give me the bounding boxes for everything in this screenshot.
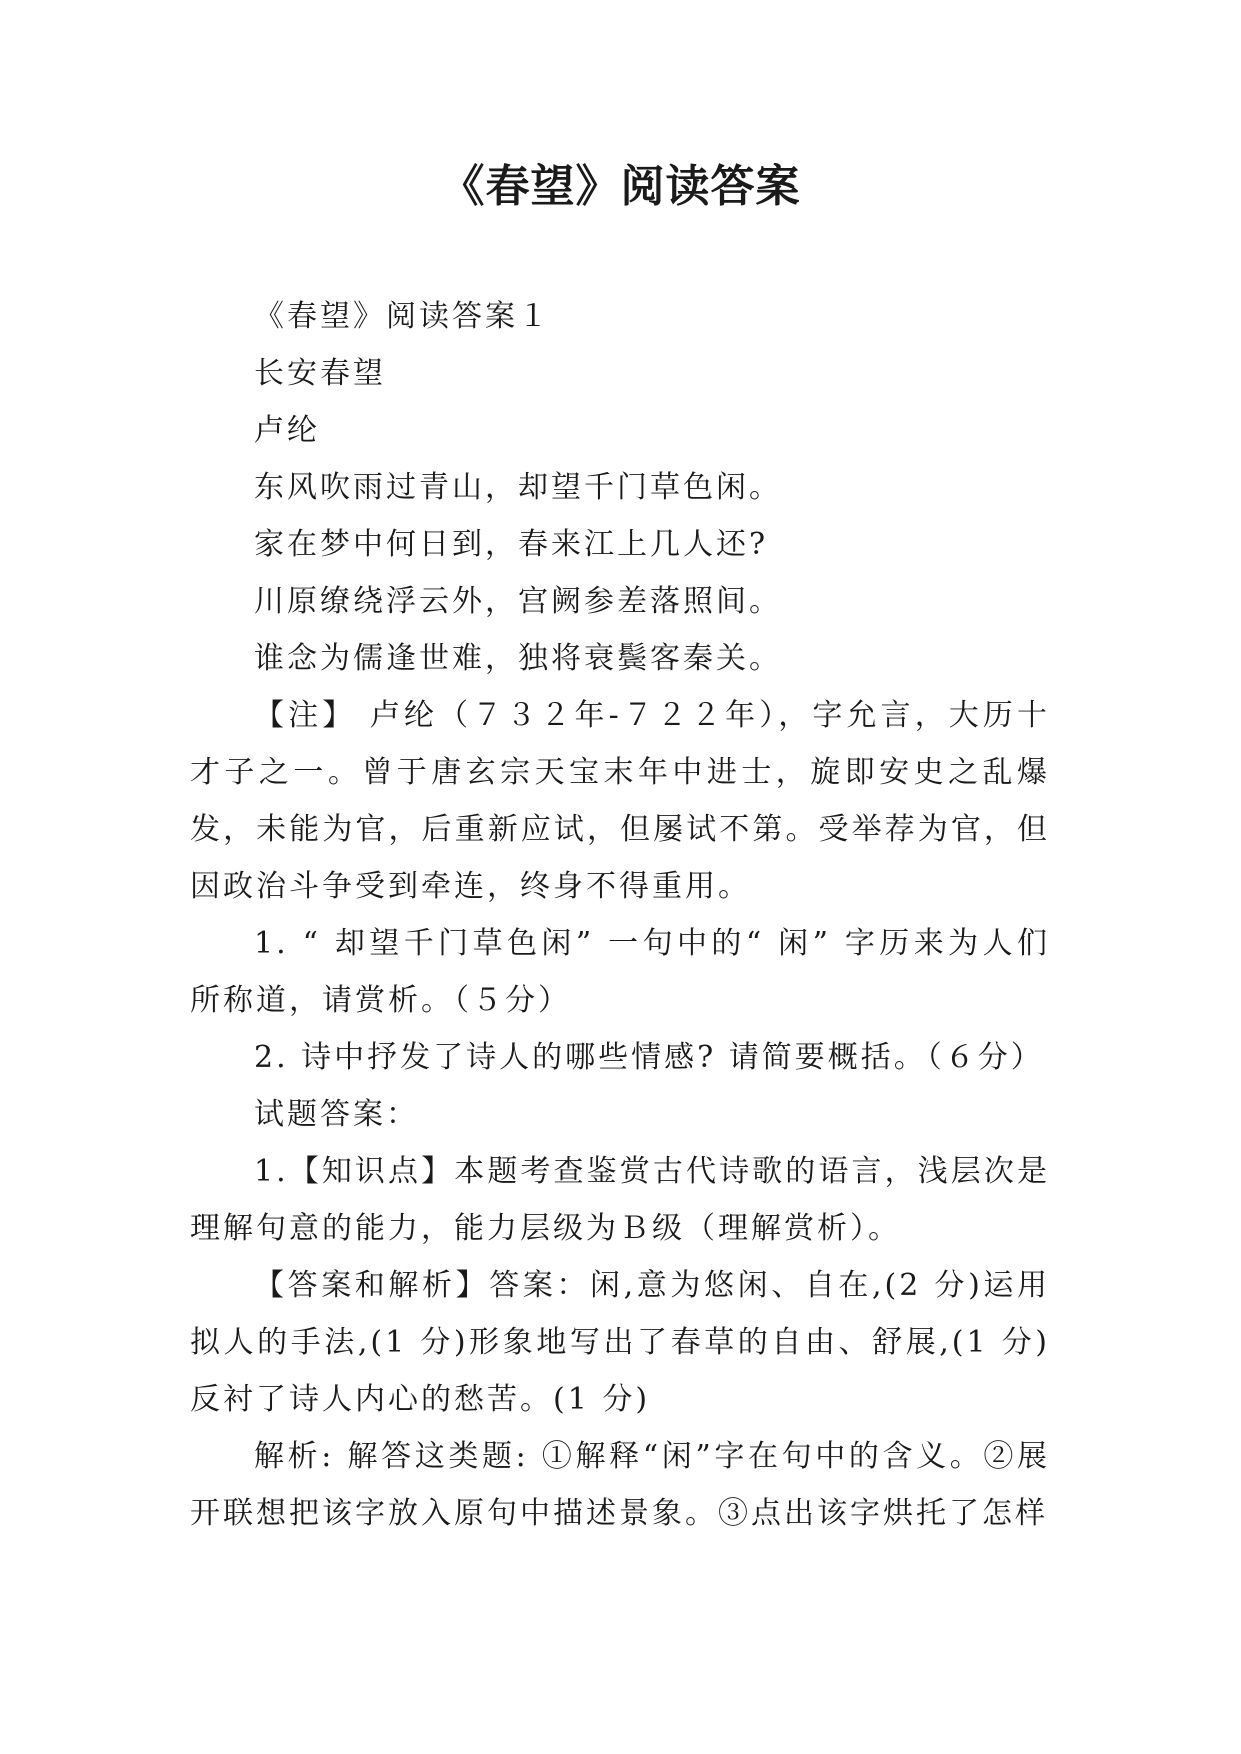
answer-knowledge-point: 1.【知识点】本题考查鉴赏古代诗歌的语言，浅层次是理解句意的能力，能力层级为Ｂ级（理解赏析）。 bbox=[190, 1154, 1050, 1246]
poem-line: 东风吹雨过青山，却望千门草色闲。 bbox=[254, 470, 782, 505]
question-2: 2. 诗中抒发了诗人的哪些情感? 请简要概括。（６分） bbox=[254, 1040, 1044, 1075]
document-body bbox=[190, 288, 1050, 1542]
poem-line: 川原缭绕浮云外，宫阙参差落照间。 bbox=[254, 584, 782, 619]
answers-heading: 试题答案： bbox=[254, 1097, 419, 1132]
answer-explanation: 【答案和解析】答案：闲,意为悠闲、自在,(2 分)运用拟人的手法,(1 分)形象地写出了春草的自由、舒展,(1 分)反衬了诗人内心的愁苦。(1 分) bbox=[190, 1268, 1050, 1417]
section-heading: 《春望》阅读答案１ bbox=[254, 299, 551, 334]
poem-title: 长安春望 bbox=[254, 356, 386, 391]
poem-author: 卢纶 bbox=[254, 413, 320, 448]
document-title: 《春望》阅读答案 bbox=[440, 161, 801, 212]
annotation-paragraph: 【注】 卢纶（７３２年-７２２年），字允言，大历十才子之一。曾于唐玄宗天宝末年中进士，旋即安史之乱爆发，未能为官，后重新应试，但屡试不第。受举荐为官，但因政治斗争受到牵连，终身不得重用。 bbox=[190, 698, 1050, 904]
analysis-paragraph: 解析: 解答这类题: ①解释“闲”字在句中的含义。②展开联想把该字放入原句中描述景象。③点出该字烘托了怎样 bbox=[190, 1439, 1050, 1531]
poem-line: 家在梦中何日到，春来江上几人还? bbox=[254, 527, 769, 562]
poem-line: 谁念为儒逢世难，独将衰鬓客秦关。 bbox=[254, 641, 782, 676]
question-1: 1. “ 却望千门草色闲” 一句中的“ 闲” 字历来为人们所称道，请赏析。（５分） bbox=[190, 926, 1050, 1018]
